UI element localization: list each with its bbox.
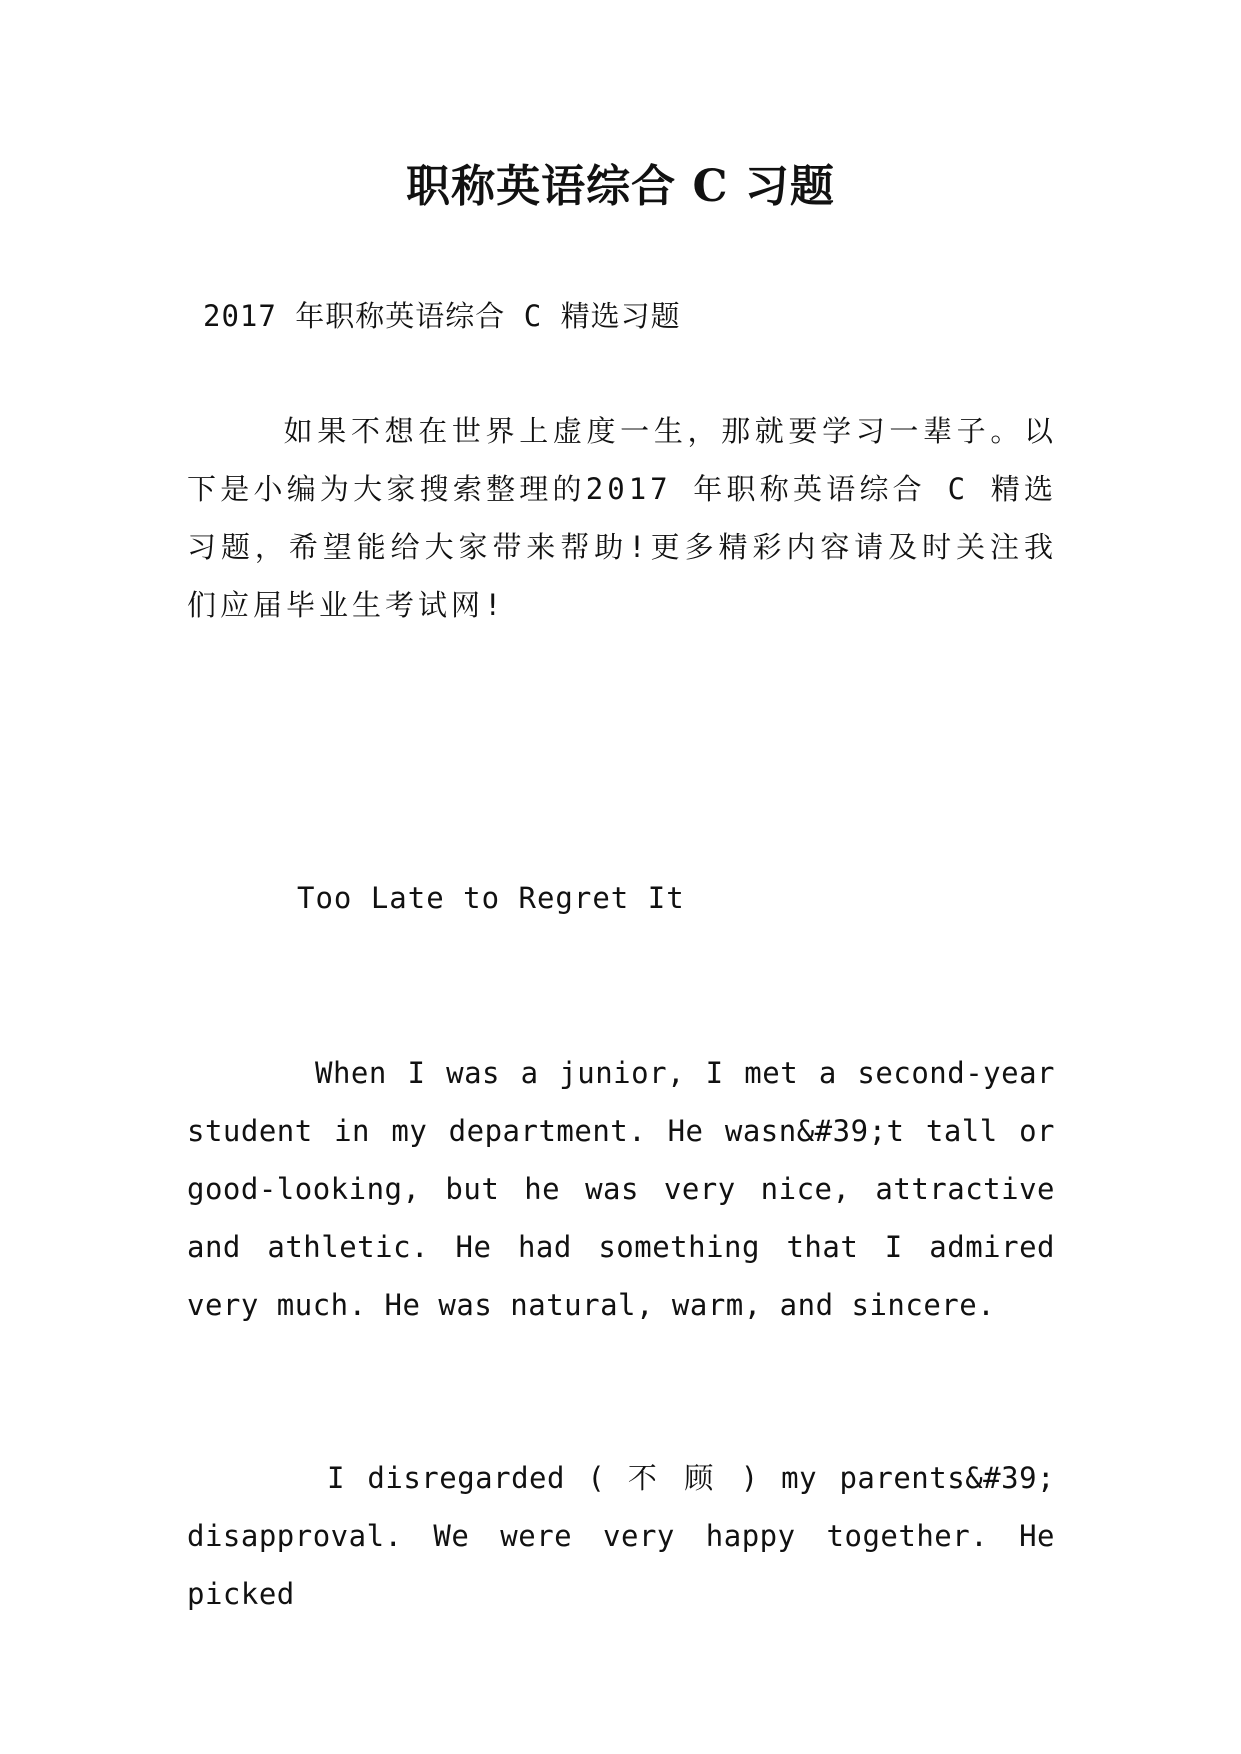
- intro-paragraph: [187, 402, 1057, 634]
- document-title: 职称英语综合 C 习题: [406, 161, 835, 212]
- document-subtitle: 2017 年职称英语综合 C 精选习题: [203, 299, 681, 333]
- story-title: Too Late to Regret It: [297, 881, 685, 915]
- body-paragraph-text: I disregarded ( 不 顾 ) my parents&#39; disapproval. We were very happy together. He picked: [187, 1461, 1055, 1611]
- intro-text: 如果不想在世界上虚度一生，那就要学习一辈子。以下是小编为大家搜索整理的2017 年职称英语综合 C 精选习题，希望能给大家带来帮助!更多精彩内容请及时关注我们应届毕业生考试网!: [187, 414, 1057, 622]
- body-paragraph: [187, 1449, 1055, 1623]
- body-paragraph: [187, 1044, 1055, 1334]
- body-paragraph-text: When I was a junior, I met a second-year student in my department. He wasn&#39;t tall or good-looking, but he was very nice, attractive and athletic. He had something that I admired very much. He was natural, warm, and sincere.: [187, 1056, 1055, 1322]
